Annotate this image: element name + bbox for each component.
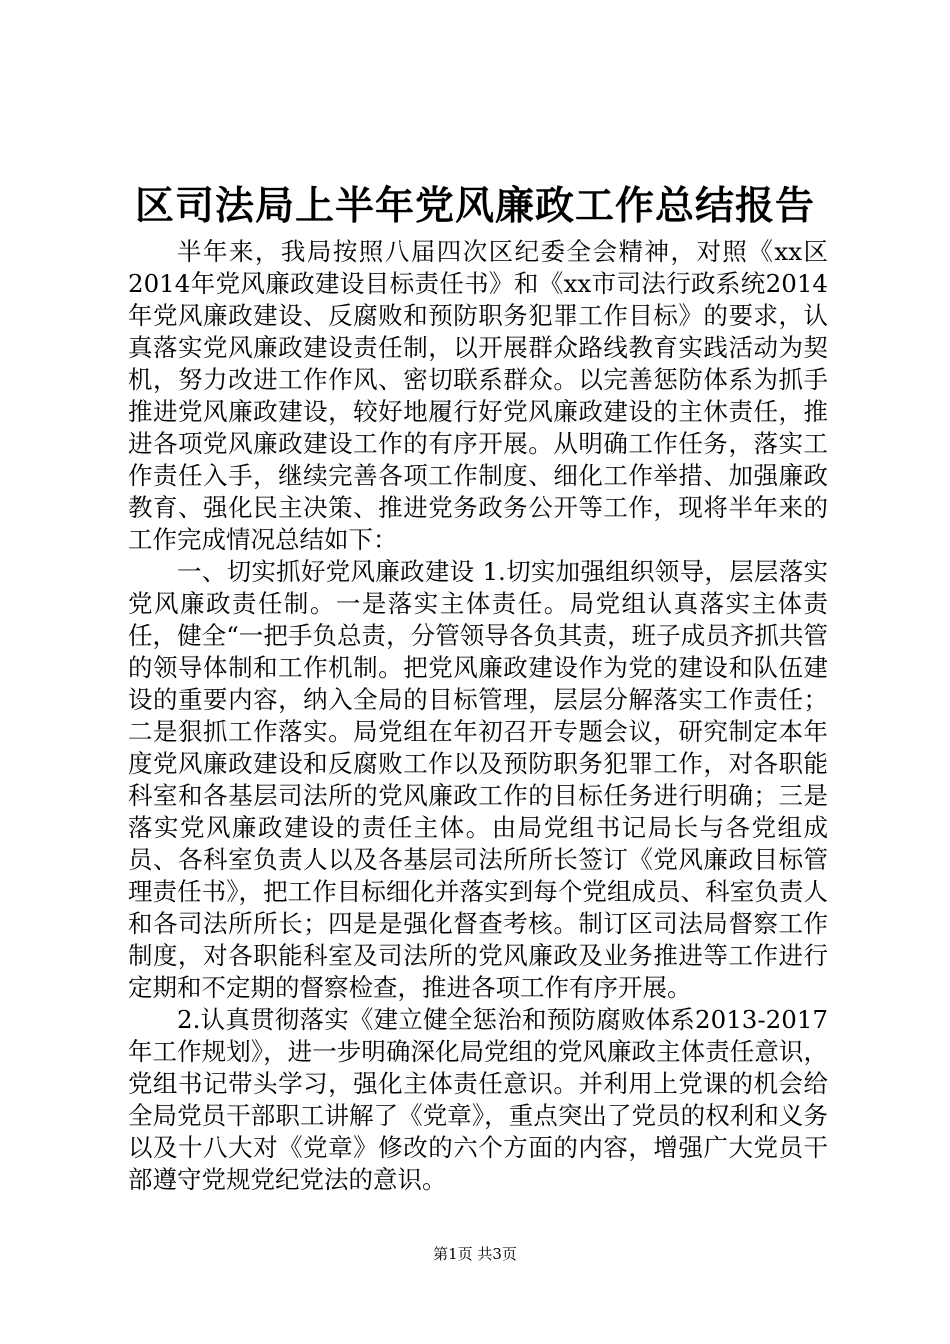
- document-title: 区司法局上半年党风廉政工作总结报告: [134, 183, 815, 229]
- paragraph-section-1: 一、切实抓好党风廉政建设 1.切实加强组织领导，层层落实党风廉政责任制。一是落实主体责任。局党组认真落实主体责任，健全“一把手负总责，分管领导各负其责，班子成员齐抓共管的领导体制和工作机制。把党风廉政建设作为党的建设和队伍建设的重要内容，纳入全局的目标管理，层层分解落实工作责任；二是狠抓工作落实。局党组在年初召开专题会议，研究制定本年度党风廉政建设和反腐败工作以及预防职务犯罪工作，对各职能科室和各基层司法所的党风廉政工作的目标任务进行明确；三是落实党风廉政建设的责任主体。由局党组书记局长与各党组成员、各科室负责人以及各基层司法所所长签订《党风廉政目标管理责任书》，把工作目标细化并落实到每个党组成员、科室负责人和各司法所所长；四是是强化督查考核。制订区司法局督察工作制度，对各职能科室及司法所的党风廉政及业务推进等工作进行定期和不定期的督察检查，推进各项工作有序开展。: [128, 557, 828, 1002]
- paragraph-section-2: 2.认真贯彻落实《建立健全惩治和预防腐败体系2013-2017年工作规划》，进一步明确深化局党组的党风廉政主体责任意识，党组书记带头学习，强化主体责任意识。并利用上党课的机会给全局党员干部职工讲解了《党章》，重点突出了党员的权利和义务以及十八大对《党章》修改的六个方面的内容，增强广大党员干部遵守党规党纪党法的意识。: [128, 1005, 828, 1194]
- document-body: [128, 236, 828, 1196]
- paragraph-intro: 半年来，我局按照八届四次区纪委全会精神，对照《xx区2014年党风廉政建设目标责任书》和《xx市司法行政系统2014年党风廉政建设、反腐败和预防职务犯罪工作目标》的要求，认真落实党风廉政建设责任制，以开展群众路线教育实践活动为契机，努力改进工作作风、密切联系群众。以完善惩防体系为抓手推进党风廉政建设，较好地履行好党风廉政建设的主休责任，推进各项党风廉政建设工作的有序开展。从明确工作任务，落实工作责任入手，继续完善各项工作制度、细化工作举措、加强廉政教育、强化民主决策、推进党务政务公开等工作，现将半年来的工作完成情况总结如下：: [128, 237, 828, 554]
- page-number-footer: 第1页 共3页: [433, 1245, 517, 1263]
